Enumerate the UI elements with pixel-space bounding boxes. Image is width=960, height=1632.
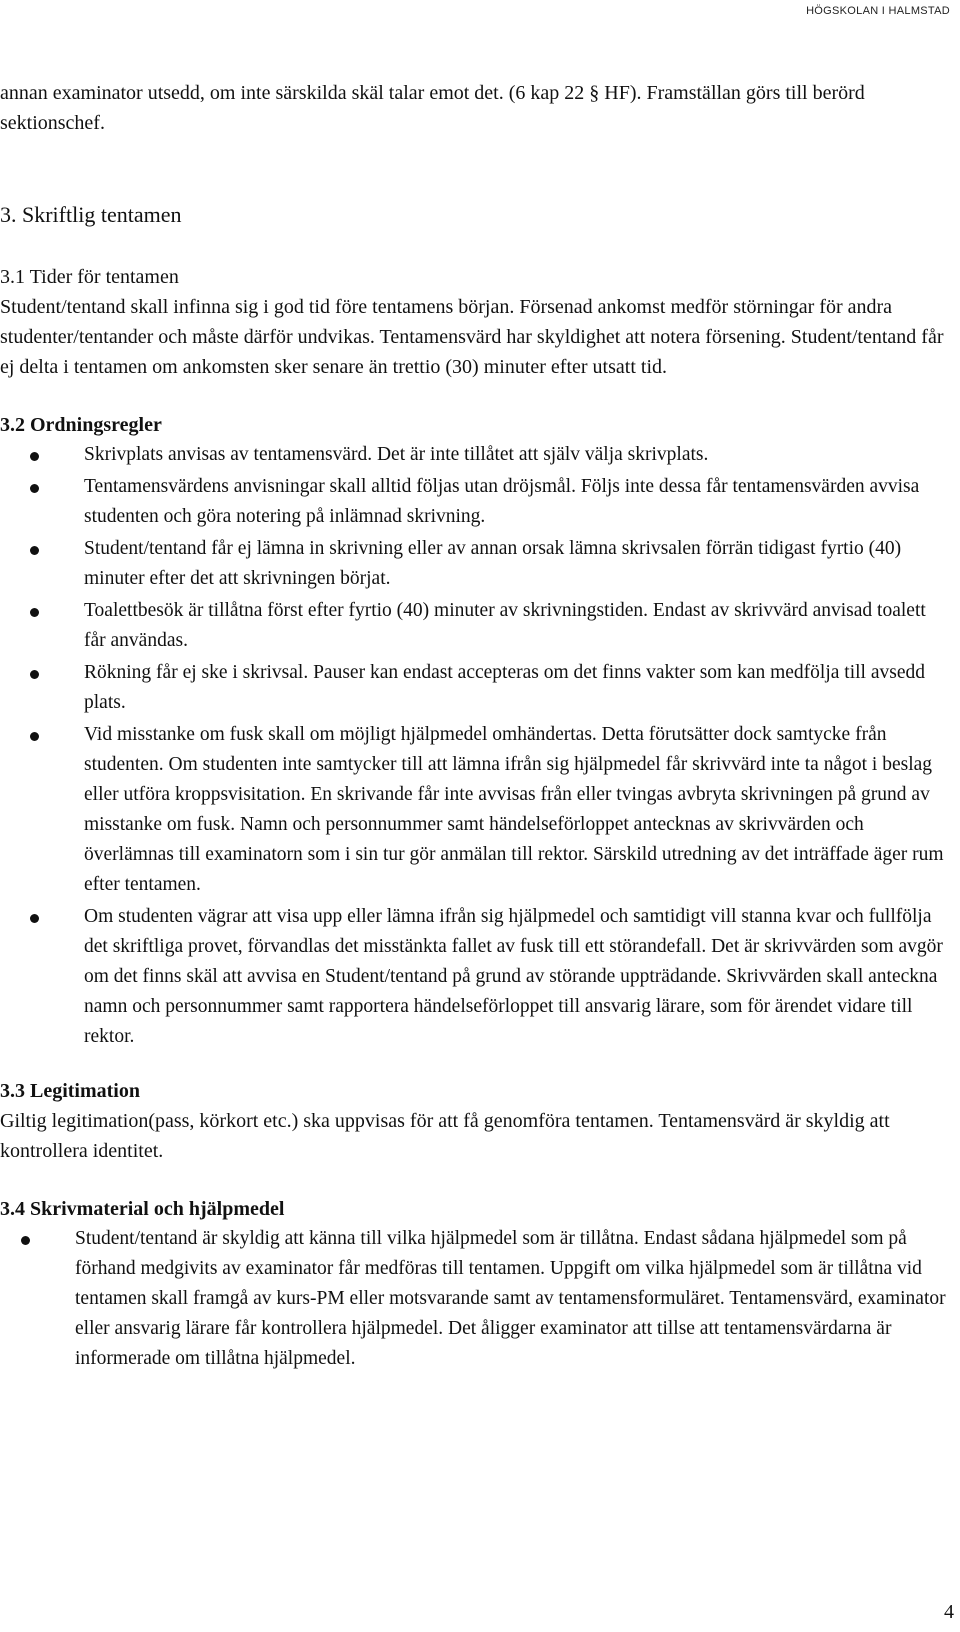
- section-3-3-title: 3.3 Legitimation: [0, 1080, 140, 1102]
- list-item: [0, 440, 944, 470]
- section-3-1-paragraph: Student/tentand skall infinna sig i god tid före tentamens början. Försenad ankomst medför störningar för andra studenter/tentander och måste därför undvikas. Tentamensvärd har skyldighet att notera försening. Student/tentand får ej delta i tentamen om ankomsten sker senare än trettio (30) minuter efter utsatt tid.: [0, 296, 944, 378]
- list-item-text: Toalettbesök är tillåtna först efter fyrtio (40) minuter av skrivningstiden. Endast av skrivvärd anvisad toalett får användas.: [84, 600, 926, 651]
- section-3-3-paragraph: Giltig legitimation(pass, körkort etc.) ska uppvisas för att få genomföra tentamen. Tentamensvärd är skyldig att kontrollera identitet.: [0, 1110, 890, 1162]
- list-item: [0, 902, 944, 1052]
- list-item-text: Om studenten vägrar att visa upp eller lämna ifrån sig hjälpmedel och samtidigt vill stanna kvar och fullfölja det skriftliga provet, förvandlas det misstänkta fallet av fusk till ett störandefall. Det är skrivvärden som avgör om det finns skäl att avvisa en Student/tentand på grund av störande uppträdande. Skrivvärden skall anteckna namn och personnummer samt rapportera händelseförloppet till ansvarig lärare, som för ärendet vidare till rektor.: [84, 906, 943, 1047]
- running-header: HÖGSKOLAN I HALMSTAD: [806, 5, 950, 17]
- intro-paragraph: annan examinator utsedd, om inte särskilda skäl talar emot det. (6 kap 22 § HF). Framställan görs till berörd sektionschef.: [0, 82, 865, 134]
- section-3-4-title: 3.4 Skrivmaterial och hjälpmedel: [0, 1198, 285, 1220]
- list-item-text: Skrivplats anvisas av tentamensvärd. Det är inte tillåtet att själv välja skrivplats.: [84, 444, 709, 465]
- list-item: [0, 596, 944, 656]
- list-item: [0, 1224, 950, 1374]
- section-3-2-title: 3.2 Ordningsregler: [0, 414, 162, 436]
- list-item-text: Tentamensvärdens anvisningar skall alltid följas utan dröjsmål. Följs inte dessa får tentamensvärden avvisa studenten och göra notering på inlämnad skrivning.: [84, 476, 920, 527]
- bullet-icon: [30, 608, 39, 617]
- list-item: [0, 472, 944, 532]
- list-item-text: Vid misstanke om fusk skall om möjligt hjälpmedel omhändertas. Detta förutsätter dock samtycke från studenten. Om studenten inte samtycker till att lämna ifrån sig hjälpmedel får skrivvärd inte ta något i beslag eller utföra kroppsvisitation. En skrivande får inte avvisas från eller tvingas avbryta skrivningen på grund av misstanke om fusk. Namn och personnummer samt händelseförloppet antecknas av skrivvärden och överlämnas till examinatorn som i sin tur gör anmälan till rektor. Särskild utredning av det inträffade äger rum efter tentamen.: [84, 724, 944, 895]
- list-item-text: Rökning får ej ske i skrivsal. Pauser kan endast accepteras om det finns vakter som kan medfölja till avsedd plats.: [84, 662, 925, 713]
- section-3-4-list: [0, 1224, 955, 1374]
- document-body: [0, 78, 955, 1376]
- bullet-icon: [30, 484, 39, 493]
- section-3-title: 3. Skriftlig tentamen: [0, 202, 182, 227]
- list-item-text: Student/tentand är skyldig att känna till vilka hjälpmedel som är tillåtna. Endast sådana hjälpmedel som på förhand medgivits av examinator får medföras till tentamen. Uppgift om vilka hjälpmedel som är tillåtna vid tentamen skall framgå av kurs-PM eller motsvarande samt av tentamensformuläret. Tentamensvärd, examinator eller ansvarig lärare får kontrollera hjälpmedel. Det åligger examinator att tillse att tentamensvärdarna är informerade om tillåtna hjälpmedel.: [75, 1228, 946, 1369]
- bullet-icon: [30, 914, 39, 923]
- section-3-1-title: 3.1 Tider för tentamen: [0, 266, 179, 288]
- list-item: [0, 658, 944, 718]
- bullet-icon: [30, 452, 39, 461]
- list-item: [0, 720, 944, 900]
- page-number: 4: [944, 1601, 954, 1623]
- section-3-2-list: [0, 440, 955, 1052]
- list-item: [0, 534, 944, 594]
- bullet-icon: [30, 546, 39, 555]
- bullet-icon: [30, 732, 39, 741]
- bullet-icon: [21, 1236, 30, 1245]
- list-item-text: Student/tentand får ej lämna in skrivning eller av annan orsak lämna skrivsalen förrän tidigast fyrtio (40) minuter efter det att skrivningen börjat.: [84, 538, 902, 589]
- bullet-icon: [30, 670, 39, 679]
